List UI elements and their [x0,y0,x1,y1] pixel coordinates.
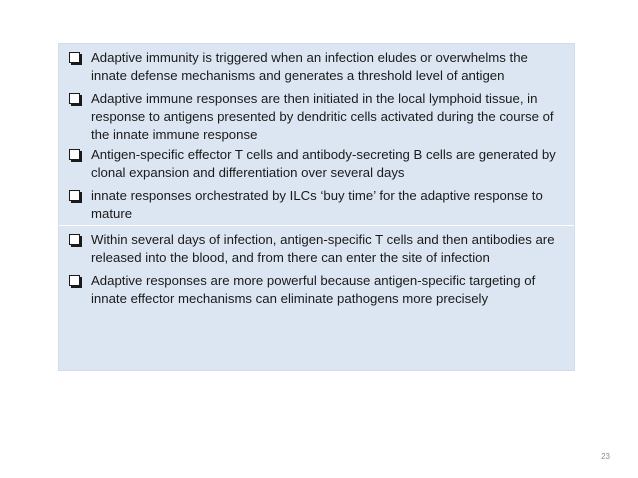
bullet-item [67,272,566,308]
bullet-text: innate responses orchestrated by ILCs ‘buy time’ for the adaptive response to mature [91,188,543,221]
bullet-text: Adaptive immune responses are then initiated in the local lymphoid tissue, in response to antigens presented by dendritic cells activated during the course of the innate immune response [91,91,554,142]
bullet-list [67,49,566,308]
checkbox-icon [69,275,80,286]
checkbox-icon [69,190,80,201]
bullet-item [67,187,566,223]
bullet-item [67,49,566,85]
page-number: 23 [601,452,610,461]
checkbox-icon [69,52,80,63]
bullet-item [67,231,566,267]
content-panel [58,43,575,371]
checkbox-icon [69,149,80,160]
bullet-item [67,90,566,144]
bullet-text: Within several days of infection, antigen-specific T cells and then antibodies are released into the blood, and from there can enter the site of infection [91,232,555,265]
section-divider [59,225,574,226]
checkbox-icon [69,93,80,104]
bullet-text: Adaptive responses are more powerful because antigen-specific targeting of innate effector mechanisms can eliminate pathogens more precisely [91,273,536,306]
bullet-text: Adaptive immunity is triggered when an infection eludes or overwhelms the innate defense mechanisms and generates a threshold level of antigen [91,50,528,83]
bullet-item [67,146,566,182]
bullet-text: Antigen-specific effector T cells and antibody-secreting B cells are generated by clonal expansion and differentiation over several days [91,147,556,180]
checkbox-icon [69,234,80,245]
